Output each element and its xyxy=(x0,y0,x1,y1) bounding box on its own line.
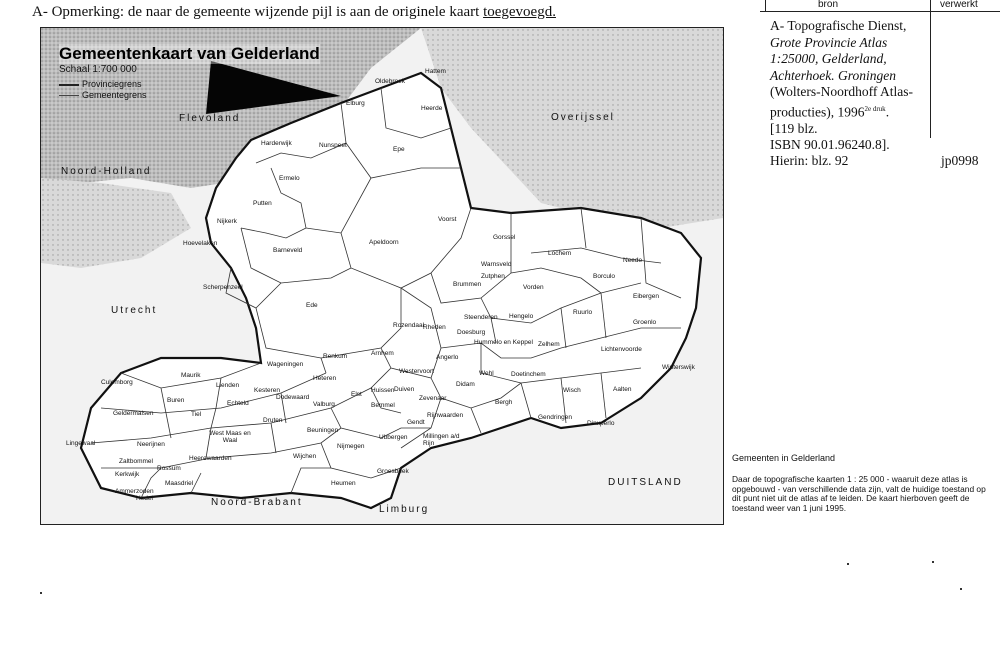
muni-nijmegen: Nijmegen xyxy=(337,443,365,450)
muni-zaltbommel: Zaltbommel xyxy=(119,458,153,465)
source-line-4: Achterhoek. Groningen xyxy=(770,67,896,83)
muni-beuningen: Beuningen xyxy=(307,427,339,434)
muni-nijkerk: Nijkerk xyxy=(217,218,237,225)
muni-westervoort: Westervoort xyxy=(399,368,434,375)
muni-zelhem: Zelhem xyxy=(538,341,560,348)
region-noord-holland: Noord-Holland xyxy=(61,166,152,177)
muni-huissen: Huissen xyxy=(371,387,395,394)
caption-text: Daar de topografische kaarten 1 : 25 000 - waaruit deze atlas is opgebouwd - van verschillende data zijn, valt de huidige toestand op dit punt niet uit de atlas af te leiden. De kaart hierboven geeft de toestand weer van 1 juni 1995. xyxy=(732,474,986,513)
muni-steenderen: Steenderen xyxy=(464,314,498,321)
muni-apeldoorn: Apeldoorn xyxy=(369,239,399,246)
muni-duiven: Duiven xyxy=(394,386,415,393)
muni-ubbergen: Ubbergen xyxy=(379,434,408,441)
muni-doesburg: Doesburg xyxy=(457,329,486,336)
muni-harderwijk: Harderwijk xyxy=(261,140,292,147)
document-code: jp0998 xyxy=(941,153,979,168)
muni-zutphen: Zutphen xyxy=(481,273,505,280)
muni-ammerzoden: Ammerzoden xyxy=(115,488,154,495)
muni-hummelo: Hummelo en Keppel xyxy=(474,339,533,346)
gelderland-map xyxy=(40,27,724,525)
muni-groesbeek: Groesbeek xyxy=(377,468,409,475)
source-line-2: Grote Provincie Atlas xyxy=(770,34,888,50)
muni-borculo: Borculo xyxy=(593,273,616,280)
header-bron: bron xyxy=(818,0,839,10)
muni-renkum: Renkum xyxy=(323,353,348,360)
muni-gorssel: Gorssel xyxy=(493,234,516,241)
table-divider xyxy=(765,0,766,12)
legend-gemeentegrens: Gemeentegrens xyxy=(59,90,147,100)
muni-oldebroek: Oldebroek xyxy=(375,78,405,85)
muni-brummen: Brummen xyxy=(453,281,482,288)
legend-provinciegrens: Provinciegrens xyxy=(59,79,142,89)
note-text: A- Opmerking: de naar de gemeente wijzende pijl is aan de originele kaart xyxy=(32,4,484,20)
muni-hoevelaken: Hoevelaken xyxy=(183,240,218,247)
scan-speck xyxy=(847,563,849,565)
scan-speck xyxy=(40,592,42,594)
muni-valburg: Valburg xyxy=(313,401,335,408)
muni-neede: Neede xyxy=(623,257,643,264)
muni-kerkwijk: Kerkwijk xyxy=(115,471,140,478)
muni-rozendaal: Rozendaal xyxy=(393,322,425,329)
caption-title: Gemeenten in Gelderland xyxy=(732,453,836,463)
muni-nunspeet: Nunspeet xyxy=(319,142,347,149)
muni-ruurlo: Ruurlo xyxy=(573,309,593,316)
muni-hengelo: Hengelo xyxy=(509,313,534,320)
muni-tiel: Tiel xyxy=(191,411,202,418)
muni-didam: Didam xyxy=(456,381,475,388)
muni-echteld: Echteld xyxy=(227,400,249,407)
muni-scherpenzeel: Scherpenzeel xyxy=(203,284,243,291)
muni-maasdriel: Maasdriel xyxy=(165,480,194,487)
muni-wijchen: Wijchen xyxy=(293,453,317,460)
muni-maurik: Maurik xyxy=(181,372,201,379)
muni-eibergen: Eibergen xyxy=(633,293,660,300)
muni-arnhem: Arnhem xyxy=(371,350,394,357)
note-underlined: toegevoegd. xyxy=(483,4,556,20)
scan-speck xyxy=(932,561,934,563)
muni-hattem: Hattem xyxy=(425,68,446,75)
map-scale: Schaal 1:700 000 xyxy=(59,64,137,75)
muni-wisch: Wisch xyxy=(563,387,581,394)
muni-dodewaard: Dodewaard xyxy=(276,394,310,401)
muni-vorden: Vorden xyxy=(523,284,544,291)
muni-lochem: Lochem xyxy=(548,250,572,257)
page-reference: Hierin: blz. 92 xyxy=(770,153,849,168)
muni-heteren: Heteren xyxy=(313,375,337,382)
map-drawing xyxy=(41,28,723,524)
source-edition: 2e druk xyxy=(864,104,886,113)
muni-ermelo: Ermelo xyxy=(279,175,300,182)
muni-millingen: Millingen a/d Rijn xyxy=(423,433,460,447)
muni-rijnwaarden: Rijnwaarden xyxy=(427,412,464,419)
muni-bergh: Bergh xyxy=(495,399,513,406)
muni-elst: Elst xyxy=(351,391,362,398)
muni-gendringen: Gendringen xyxy=(538,414,572,421)
muni-lienden: Lienden xyxy=(216,382,240,389)
muni-voorst: Voorst xyxy=(438,216,457,223)
muni-lingewaal: Lingewaal xyxy=(66,440,96,447)
muni-heumen: Heumen xyxy=(331,480,356,487)
muni-rheden: Rheden xyxy=(423,324,446,331)
muni-ede: Ede xyxy=(306,302,318,309)
source-line-1: A- Topografische Dienst, xyxy=(770,18,907,33)
muni-winterswijk: Winterswijk xyxy=(662,364,695,371)
table-divider xyxy=(930,0,931,138)
muni-west-maas-en-waal: West Maas en Waal xyxy=(209,430,251,444)
muni-lichtenvoorde: Lichtenvoorde xyxy=(601,346,642,353)
muni-buren: Buren xyxy=(167,397,185,404)
source-line-3: 1:25000, Gelderland, xyxy=(770,51,887,66)
source-line-6: producties), 1996 xyxy=(770,104,865,119)
source-reference: A- Topografische Dienst, Grote Provincie Atlas 1:25000, Gelderland, Achterhoek. Groningen (Wolters-Noordhoff Atlas- producties), $1996^{2e druk}$. [119 blz. ISBN 90.01.96240.8]. xyxy=(770,18,930,154)
muni-heerewaarden: Heerewaarden xyxy=(189,455,232,462)
muni-zevenaar: Zevenaar xyxy=(419,395,447,402)
region-duitsland: DUITSLAND xyxy=(608,477,683,488)
region-overijssel: Overijssel xyxy=(551,112,615,123)
muni-dinxperlo: Dinxperlo xyxy=(587,420,615,427)
muni-barneveld: Barneveld xyxy=(273,247,303,254)
source-table-header xyxy=(760,0,1000,12)
muni-heerde: Heerde xyxy=(421,105,443,112)
header-verwerkt: verwerkt xyxy=(940,0,978,10)
source-line-5: (Wolters-Noordhoff Atlas- xyxy=(770,84,914,99)
muni-geldermalsen: Geldermalsen xyxy=(113,410,154,417)
muni-putten: Putten xyxy=(253,200,272,207)
muni-aalten: Aalten xyxy=(613,386,632,393)
muni-elburg: Elburg xyxy=(346,100,365,107)
source-line-7: [119 blz. xyxy=(770,120,818,136)
source-line-8: ISBN 90.01.96240.8]. xyxy=(770,137,890,152)
muni-epe: Epe xyxy=(393,146,405,153)
muni-wageningen: Wageningen xyxy=(267,361,304,368)
map-title: Gemeentenkaart van Gelderland xyxy=(59,44,320,63)
muni-culemborg: Culemborg xyxy=(101,379,133,386)
muni-doetinchem: Doetinchem xyxy=(511,371,546,378)
muni-angerlo: Angerlo xyxy=(436,354,459,361)
muni-gendt: Gendt xyxy=(407,419,425,426)
muni-wehl: Wehl xyxy=(479,370,494,377)
muni-druten: Druten xyxy=(263,417,283,424)
muni-warnsveld: Warnsveld xyxy=(481,261,512,268)
muni-groenlo: Groenlo xyxy=(633,319,657,326)
region-limburg: Limburg xyxy=(379,504,430,515)
annotation-note xyxy=(32,4,556,21)
scan-speck xyxy=(960,588,962,590)
muni-neerijnen: Neerijnen xyxy=(137,441,165,448)
muni-bemmel: Bemmel xyxy=(371,402,395,409)
region-noord-brabant: Noord-Brabant xyxy=(211,497,303,508)
region-utrecht: Utrecht xyxy=(111,305,158,316)
muni-kesteren: Kesteren xyxy=(254,387,281,394)
region-flevoland: Flevoland xyxy=(179,113,241,124)
muni-rossum: Rossum xyxy=(157,465,181,472)
muni-hedel: Hedel xyxy=(136,495,153,502)
